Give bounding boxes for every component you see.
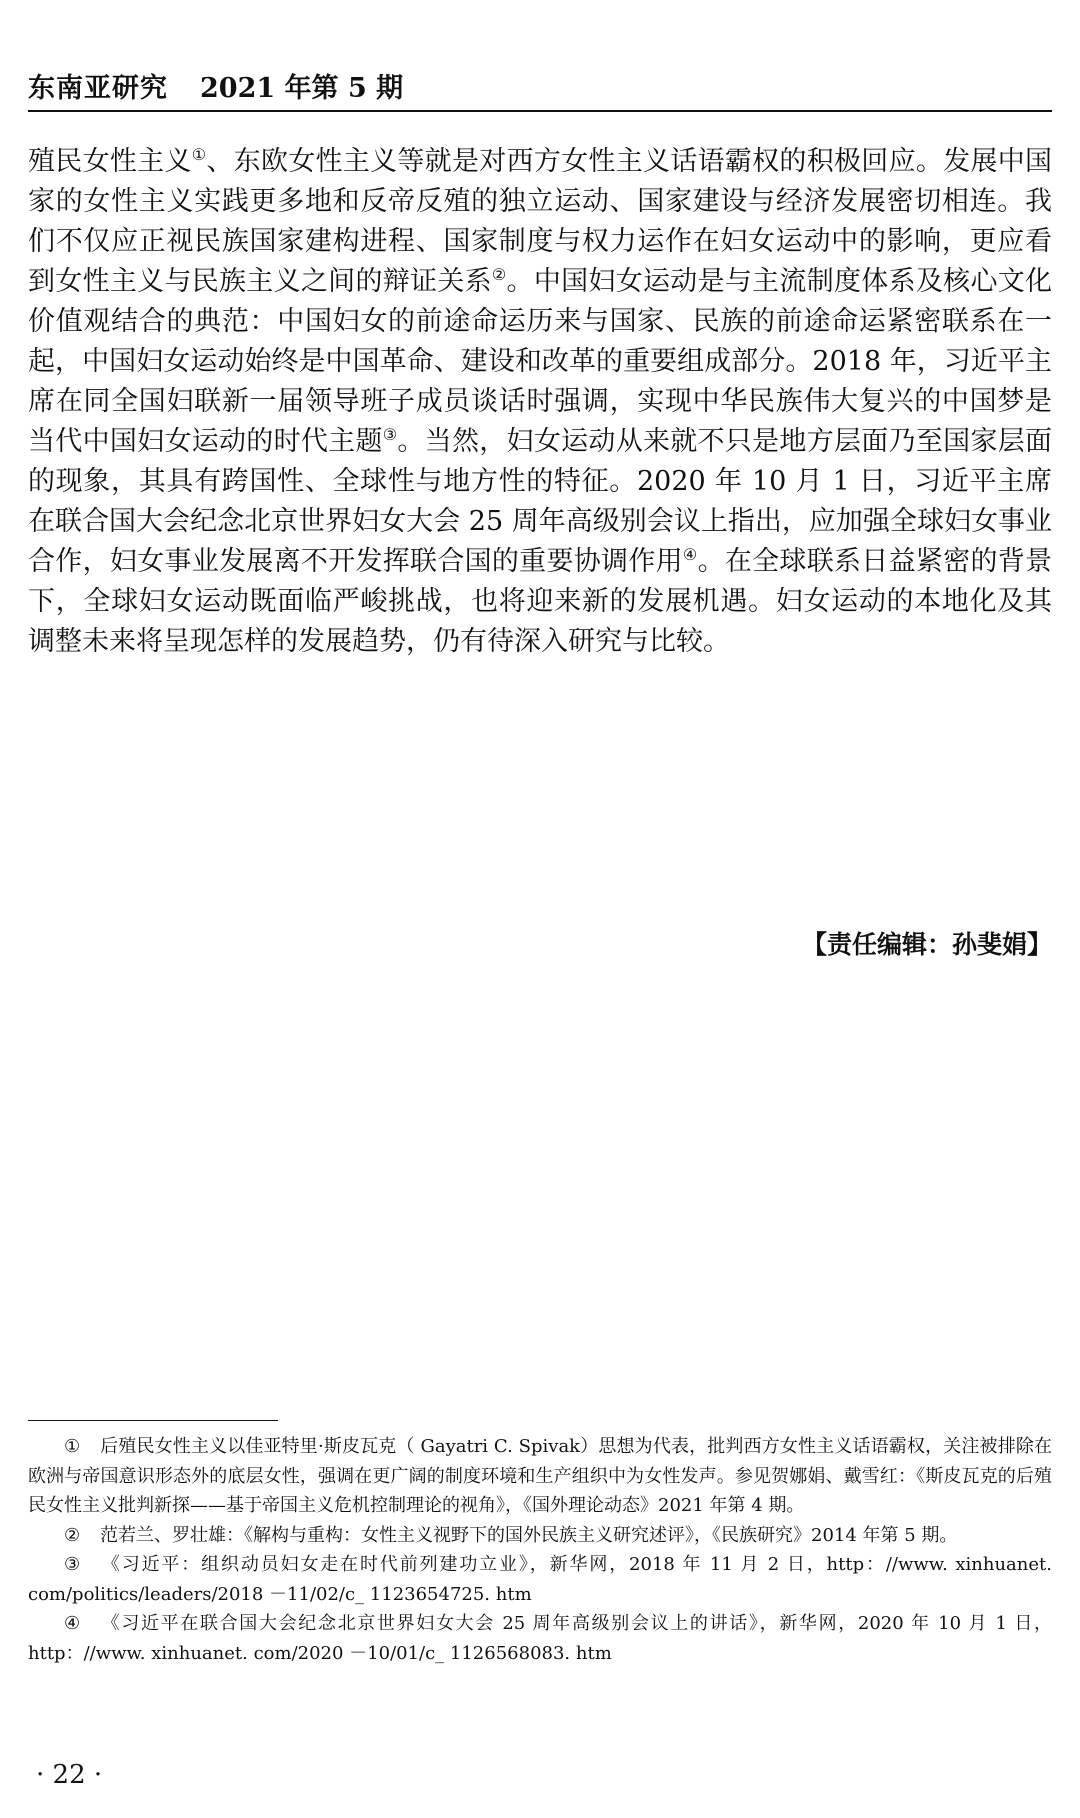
footnote-text: 《习近平：组织动员妇女走在时代前列建功立业》，新华网，2018 年 11 月 2 日，http：//www. xinhuanet. com/politics/leaders/2018 －11/02/c_ 1123654725. htm — [28, 1554, 1052, 1605]
footnote-divider — [28, 1420, 278, 1421]
body-text-segment: 、东欧女性主义等就是对西方女性主义话语霸权的积极回应。发展中国家的女性主义实践更多地和反帝反殖的独立运动、国家建设与经济发展密切相连。我们不仅应正视民族国家建构进程、国家制度与权力运作在妇女运动中的影响，更应看到女性主义与民族主义之间的辩证关系 — [28, 146, 1053, 297]
body-paragraph — [28, 142, 1052, 662]
footnote-ref-1[interactable]: ① — [191, 145, 207, 164]
body-text-segment: 。当然，妇女运动从来就不只是地方层面乃至国家层面的现象，其具有跨国性、全球性与地方性的特征。2020 年 10 月 1 日，习近平主席在联合国大会纪念北京世界妇女大会 25 周年高级别会议上指出，应加强全球妇女事业合作，妇女事业发展离不开发挥联合国的重要协调作用 — [28, 426, 1053, 577]
body-text-segment: 。在全球联系日益紧密的背景下，全球妇女运动既面临严峻挑战，也将迎来新的发展机遇。妇女运动的本地化及其调整未来将呈现怎样的发展趋势，仍有待深入研究与比较。 — [28, 546, 1053, 657]
page-number: · 22 · — [36, 1760, 103, 1790]
main-body-text — [28, 142, 1052, 662]
footnote-ref-3[interactable]: ③ — [382, 425, 398, 444]
footnote-text: 《习近平在联合国大会纪念北京世界妇女大会 25 周年高级别会议上的讲话》，新华网，2020 年 10 月 1 日，http：//www. xinhuanet. com/2020 －10/01/c_ 1126568083. htm — [28, 1613, 1052, 1664]
footnote-ref-4[interactable]: ④ — [682, 545, 698, 564]
footnote-4 — [28, 1609, 1052, 1668]
responsible-editor: 【责任编辑：孙斐娟】 — [801, 930, 1052, 959]
footnotes — [28, 1432, 1052, 1668]
footnote-marker: ③ — [64, 1554, 81, 1575]
journal-title: 东南亚研究 — [28, 73, 168, 104]
footnote-ref-2[interactable]: ② — [491, 265, 507, 284]
issue-label: 2021 年第 5 期 — [200, 73, 404, 104]
footnote-marker: ① — [64, 1436, 81, 1457]
running-header — [28, 62, 1052, 112]
footnote-marker: ② — [64, 1524, 81, 1546]
footnote-marker: ④ — [64, 1613, 81, 1634]
footnote-text: 范若兰、罗壮雄：《解构与重构：女性主义视野下的国外民族主义研究述评》，《民族研究》2014 年第 5 期。 — [100, 1524, 958, 1546]
body-text-segment: 。中国妇女运动是与主流制度体系及核心文化价值观结合的典范：中国妇女的前途命运历来与国家、民族的前途命运紧密联系在一起，中国妇女运动始终是中国革命、建设和改革的重要组成部分。2018 年，习近平主席在同全国妇联新一届领导班子成员谈话时强调，实现中华民族伟大复兴的中国梦是当代中国妇女运动的时代主题 — [28, 266, 1053, 457]
body-text-segment: 殖民女性主义 — [28, 146, 192, 177]
footnote-2 — [28, 1521, 1052, 1551]
footnote-3 — [28, 1550, 1052, 1609]
footnote-text: 后殖民女性主义以佳亚特里·斯皮瓦克（ Gayatri C. Spivak）思想为代表，批判西方女性主义话语霸权，关注被排除在欧洲与帝国意识形态外的底层女性，强调在更广阔的制度环境和生产组织中为女性发声。参见贺娜娟、戴雪红：《斯皮瓦克的后殖民女性主义批判新探——基于帝国主义危机控制理论的视角》，《国外理论动态》2021 年第 4 期。 — [28, 1436, 1052, 1516]
footnote-1 — [28, 1432, 1052, 1521]
